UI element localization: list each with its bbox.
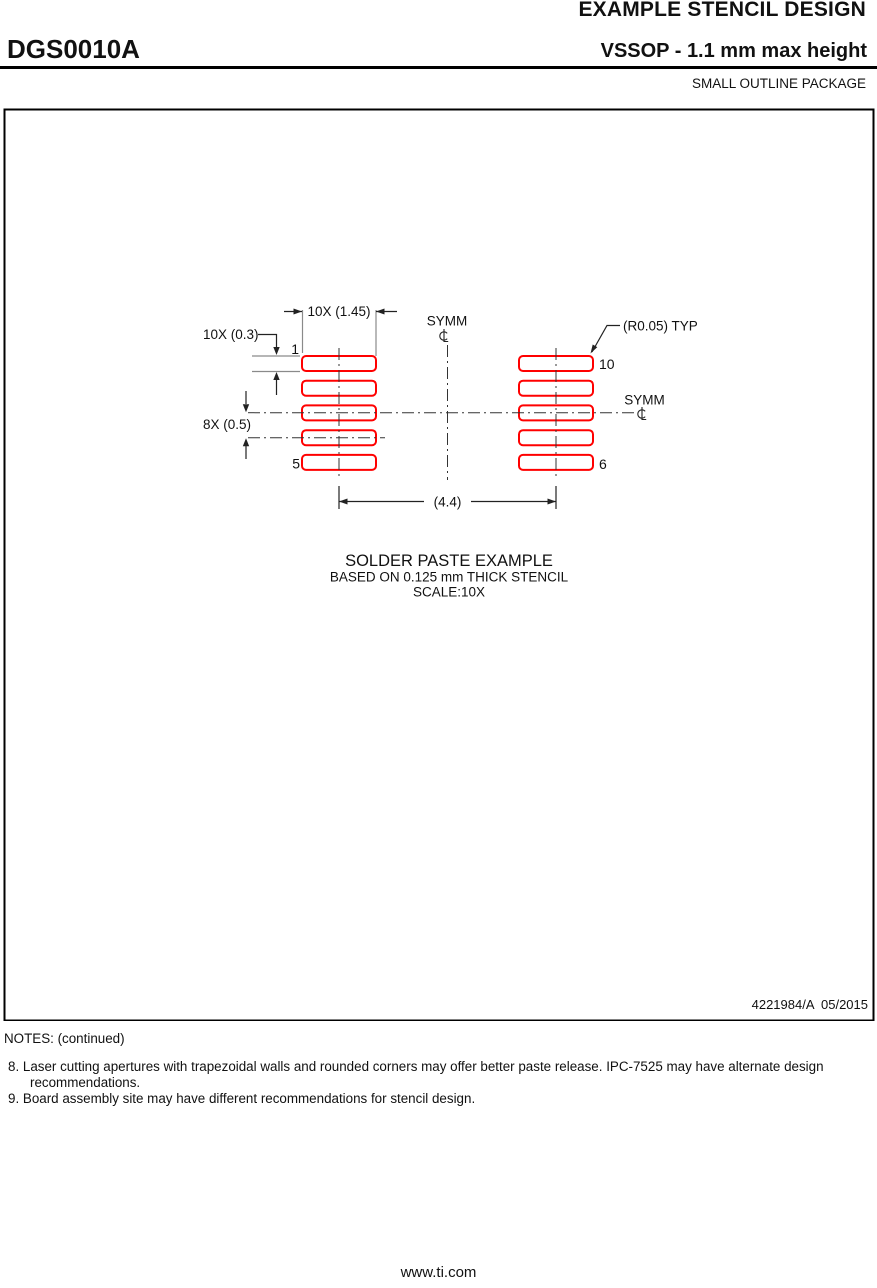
caption-subtitle: BASED ON 0.125 mm THICK STENCIL — [329, 569, 569, 585]
centerline-symbol-icon — [440, 329, 448, 342]
doc-number: 4221984/A 05/2015 — [751, 997, 868, 1012]
package-desc: VSSOP - 1.1 mm max height — [600, 40, 867, 62]
note-item: 9. Board assembly site may have different recommendations for stencil design. — [8, 1091, 476, 1107]
arrowhead — [376, 309, 385, 315]
dim-span — [339, 486, 556, 510]
dim-pad-height — [203, 327, 280, 395]
dim-corner-radius — [591, 319, 698, 354]
arrowhead — [339, 499, 348, 505]
notes-heading: NOTES: (continued) — [4, 1031, 125, 1046]
note-item: 8. Laser cutting apertures with trapezoidal walls and rounded corners may offer better paste release. IPC-7525 may have alternate design recommendations. — [8, 1059, 824, 1091]
arrowhead — [243, 438, 249, 446]
symm-label: SYMM — [426, 313, 468, 329]
caption-title: SOLDER PASTE EXAMPLE — [345, 552, 553, 570]
arrowhead — [548, 499, 557, 505]
dim-leader — [258, 335, 277, 349]
extension-lines — [252, 310, 376, 372]
pin-label-6: 6 — [599, 456, 607, 472]
arrowhead — [294, 309, 303, 315]
symm-right — [624, 393, 665, 420]
page-title: EXAMPLE STENCIL DESIGN — [578, 0, 866, 21]
pin-label-1: 1 — [291, 341, 299, 357]
dim-pitch-label: 8X (0.5) — [203, 417, 252, 432]
centerline-symbol-icon — [638, 407, 646, 420]
package-family: SMALL OUTLINE PACKAGE — [691, 76, 866, 91]
footer-url: www.ti.com — [400, 1264, 477, 1281]
pin-label-5: 5 — [292, 455, 300, 472]
dim-span-label: (4.4) — [433, 494, 462, 510]
symm-label: SYMM — [624, 392, 665, 408]
dim-pitch — [203, 391, 251, 459]
arrowhead — [243, 404, 249, 412]
pin-label-10: 10 — [599, 356, 615, 372]
dim-corner-radius-label: (R0.05) TYP — [623, 318, 698, 334]
dim-pad-width-label: 10X (1.45) — [307, 304, 371, 319]
notes-list — [8, 1059, 851, 1108]
dim-pad-width — [284, 304, 397, 319]
part-number: DGS0010A — [7, 34, 140, 64]
caption-scale: SCALE:10X — [412, 584, 486, 600]
arrowhead — [273, 372, 279, 380]
centerlines — [248, 345, 635, 480]
arrowhead — [591, 345, 598, 354]
arrowhead — [273, 347, 279, 355]
symm-top — [427, 314, 468, 342]
dim-pad-height-label: 10X (0.3) — [203, 327, 259, 342]
